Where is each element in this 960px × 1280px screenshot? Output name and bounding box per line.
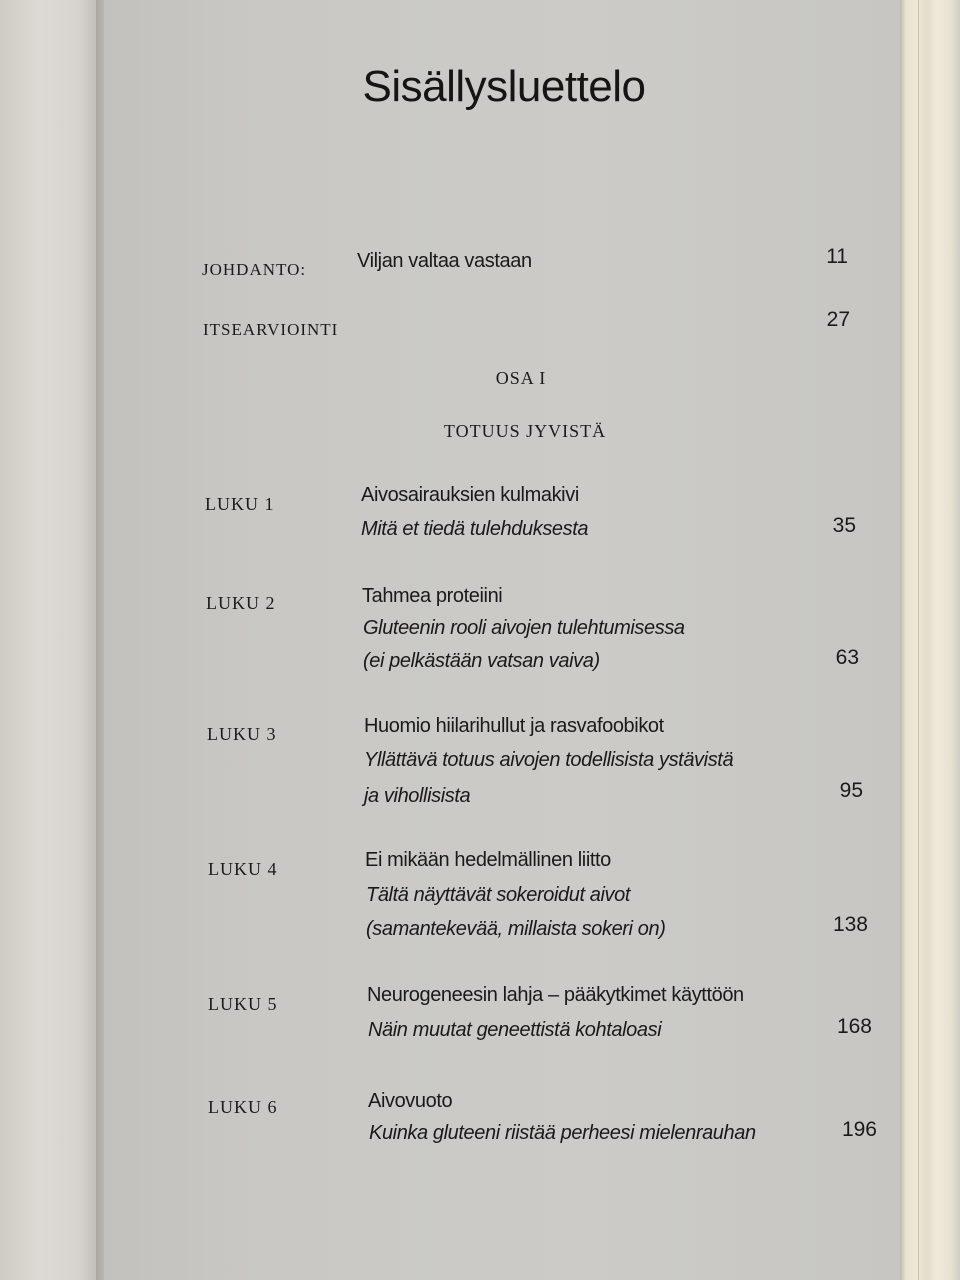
part-title: TOTUUS JYVISTÄ — [443, 421, 607, 441]
chapter-title: Neurogeneesin lahja – pääkytkimet käyttöön — [367, 984, 744, 1006]
chapter-title: Ei mikään hedelmällinen liitto — [365, 849, 611, 871]
chapter-page: 196 — [841, 1118, 877, 1141]
chapter-label: LUKU 2 — [206, 593, 276, 613]
toc-label-introduction: JOHDANTO: — [202, 260, 307, 279]
page-stack-edge — [900, 0, 960, 1280]
chapter-page: 35 — [832, 514, 856, 537]
chapter-label: LUKU 4 — [208, 859, 278, 879]
chapter-title: Aivosairauksien kulmakivi — [361, 484, 579, 506]
chapter-title: Aivovuoto — [368, 1090, 453, 1112]
toc-label-self-assessment: ITSEARVIOINTI — [203, 320, 339, 339]
chapter-subtitle: (samantekevää, millaista sokeri on) — [366, 918, 666, 940]
chapter-label: LUKU 5 — [208, 994, 278, 1014]
chapter-subtitle: Näin muutat geneettistä kohtaloasi — [368, 1019, 662, 1041]
toc-title-introduction: Viljan valtaa vastaan — [357, 250, 532, 272]
book-page — [104, 0, 904, 1280]
chapter-subtitle: Kuinka gluteeni riistää perheesi mielenrauhan — [369, 1122, 756, 1144]
chapter-page: 138 — [832, 913, 868, 936]
chapter-page: 63 — [835, 646, 859, 669]
chapter-subtitle: (ei pelkästään vatsan vaiva) — [363, 650, 600, 672]
part-label: OSA I — [495, 368, 547, 388]
toc-page-self-assessment: 27 — [826, 308, 850, 331]
page-title: Sisällysluettelo — [362, 62, 646, 111]
chapter-subtitle: Tältä näyttävät sokeroidut aivot — [366, 884, 631, 906]
chapter-subtitle: Mitä et tiedä tulehduksesta — [361, 518, 589, 540]
chapter-subtitle: Gluteenin rooli aivojen tulehtumisessa — [363, 617, 685, 639]
toc-page-introduction: 11 — [826, 245, 848, 268]
chapter-subtitle: Yllättävä totuus aivojen todellisista ystävistä — [364, 749, 734, 771]
chapter-label: LUKU 6 — [208, 1097, 278, 1117]
chapter-page: 168 — [836, 1015, 872, 1038]
previous-page-edge — [0, 0, 100, 1280]
chapter-label: LUKU 1 — [205, 494, 275, 514]
chapter-label: LUKU 3 — [207, 724, 277, 744]
chapter-page: 95 — [839, 779, 863, 802]
chapter-subtitle: ja vihollisista — [364, 785, 471, 807]
chapter-title: Huomio hiilarihullut ja rasvafoobikot — [364, 715, 664, 737]
chapter-title: Tahmea proteiini — [362, 585, 503, 607]
